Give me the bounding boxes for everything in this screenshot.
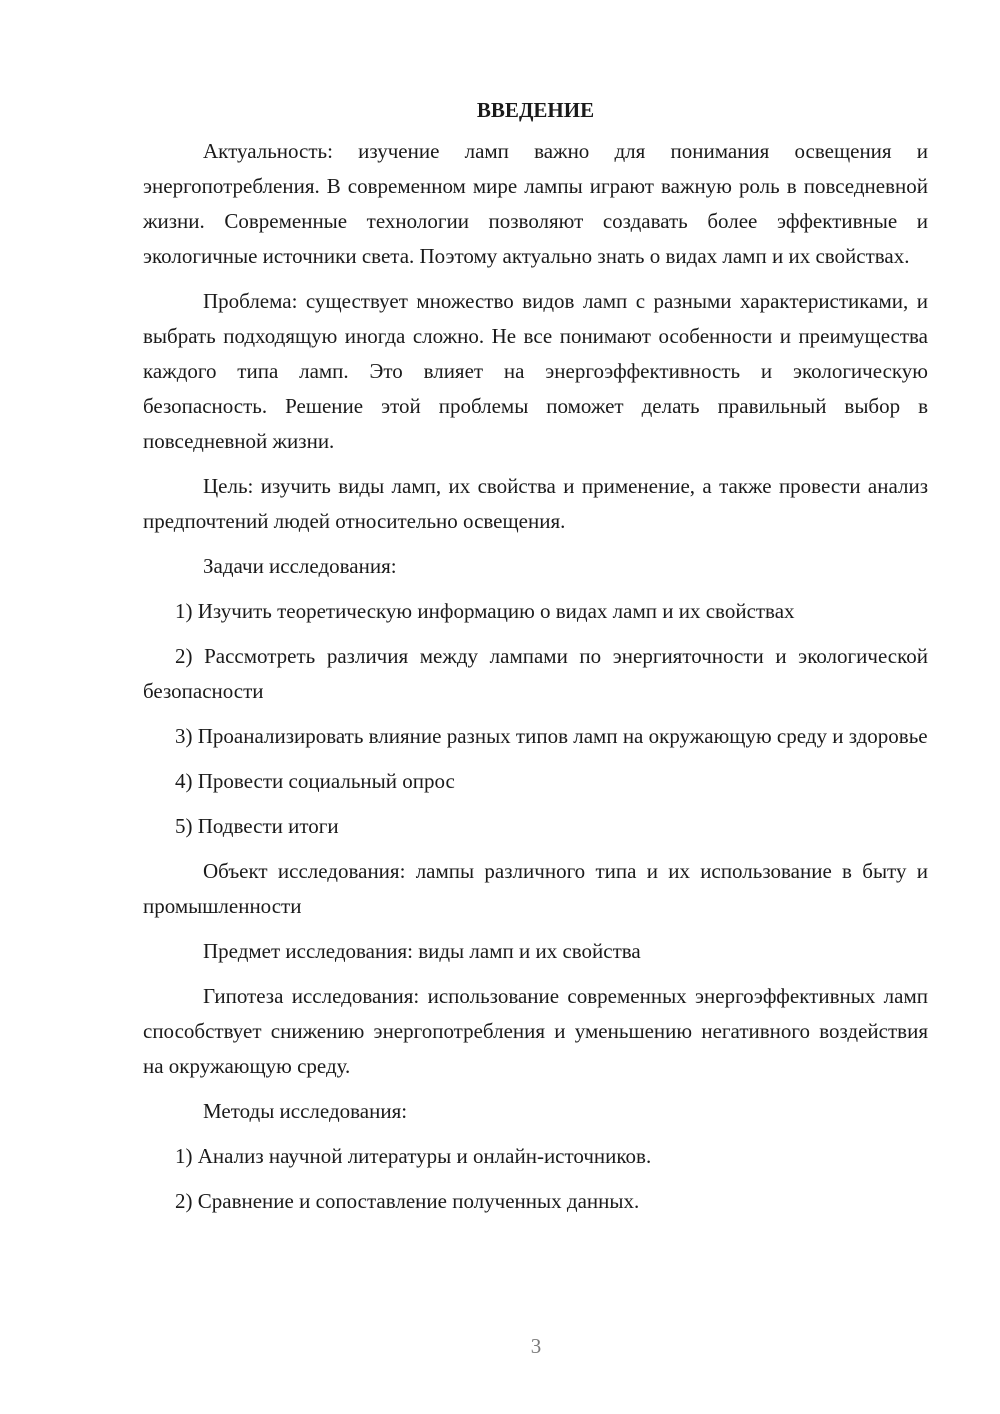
method-item: 2) Сравнение и сопоставление полученных данных.	[175, 1189, 640, 1213]
paragraph-subject: Предмет исследования: виды ламп и их свойства	[203, 939, 641, 963]
page-number: 3	[530, 1334, 542, 1358]
paragraph-relevance: Актуальность: изучение ламп важно для понимания освещения и энергопотребления. В современном мире лампы играют важную роль в повседневной жизни. Современные технологии позволяют создавать более эффективные и экологичные источники света. Поэтому актуально знать о видах ламп и их свойствах.	[143, 139, 928, 268]
paragraph-hypothesis: Гипотеза исследования: использование современных энергоэффективных ламп способствует снижению энергопотребления и уменьшению негативного воздействия на окружающую среду.	[143, 984, 928, 1078]
task-item: 4) Провести социальный опрос	[175, 769, 455, 793]
tasks-heading: Задачи исследования:	[203, 554, 397, 578]
page-content	[143, 92, 928, 1229]
task-item: 5) Подвести итоги	[175, 814, 339, 838]
methods-heading: Методы исследования:	[203, 1099, 408, 1123]
paragraph-object: Объект исследования: лампы различного типа и их использование в быту и промышленности	[143, 859, 928, 918]
task-item: 3) Проанализировать влияние разных типов ламп на окружающую среду и здоровье	[175, 724, 928, 748]
task-item: 1) Изучить теоретическую информацию о видах ламп и их свойствах	[175, 599, 795, 623]
paragraph-problem: Проблема: существует множество видов ламп с разными характеристиками, и выбрать подходящую иногда сложно. Не все понимают особенности и преимущества каждого типа ламп. Это влияет на энергоэффективность и экологическую безопасность. Решение этой проблемы поможет делать правильный выбор в повседневной жизни.	[143, 289, 928, 453]
section-title: ВВЕДЕНИЕ	[476, 98, 595, 122]
paragraph-goal: Цель: изучить виды ламп, их свойства и применение, а также провести анализ предпочтений людей относительно освещения.	[143, 474, 928, 533]
method-item: 1) Анализ научной литературы и онлайн-источников.	[175, 1144, 652, 1168]
task-item: 2) Рассмотреть различия между лампами по энергияточности и экологической безопасности	[143, 644, 928, 703]
